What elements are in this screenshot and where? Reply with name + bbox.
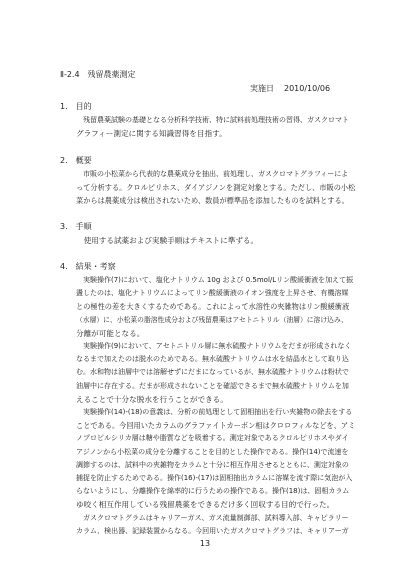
text-line: 菜からは農薬成分は検出されないため、数員が標準品を添加したものを試料とする。: [76, 196, 349, 206]
section-title: Ⅱ-2.4 残留農薬測定: [60, 70, 136, 79]
text-line: えることで十分な脱水を行うことができる。: [76, 394, 228, 404]
text-line: 使用する試薬および実験手順はテキストに準ずる。: [76, 236, 259, 245]
paragraph-procedure: [60, 234, 355, 247]
text-line: カラム、検出器、記録装置からなる。今回用いたガスクロマトグラフは、キャリアーガ: [76, 526, 349, 535]
text-line: 分離が可能となる。: [76, 328, 145, 338]
heading-results: 4. 結果・考察: [60, 262, 116, 271]
text-line: なるまで加えたのは脱水のためである。無水硫酸ナトリウムは水を結晶水として取り込: [76, 355, 349, 364]
text-line: らないようにし、分離操作を綿率的に行うための操作である。操作(18)は、固相カラム: [76, 487, 350, 496]
text-line: （水層）に、小松菜の脂溶性成分および残留農薬はアセトニトリル（油層）に溶け込み、: [76, 315, 348, 324]
text-line: グラフィー測定に関する知識習得を目指す。: [76, 129, 227, 139]
text-line: 残留農薬試験の基礎となる分析科学技術、特に試料前処理技術の習得、ガスクロマト: [76, 116, 349, 124]
text-line: との極性の差を大きくするためである。これによって水溶性の夾雑物はリン酸緩衝液: [76, 302, 350, 312]
text-line: 市販の小松菜から代表的な農薬成分を抽出、前処理し、ガスクロマトグラフィーによ: [76, 170, 349, 178]
date-label: 実施日: [250, 84, 274, 93]
text-line: ガスクロマトグラムはキャリアーガス、ガス流量制御部、試料導入部、キャピラリー: [76, 513, 349, 522]
text-line: 実験操作(9)において、アセトニトリル層に無水硫酸ナトリウムをだまが形成されなく: [76, 342, 352, 351]
heading-purpose: 1. 目的: [60, 102, 92, 111]
heading-procedure: 3. 手順: [60, 222, 92, 231]
text-line: 実験操作(7)において、塩化ナトリウム 10g および 0.5mol/Lリン酸緩衝液を加えて振: [76, 276, 354, 284]
paragraph-purpose: [60, 114, 355, 140]
text-line: って分析する。クロルピリホス、ダイアジノンを測定対象とする。ただし、市販の小松: [76, 183, 356, 193]
text-line: 捕捉を防止するためである。操作(16)-(17)は固相抽出カラムに溶媒を流す際に気泡が入: [76, 474, 353, 483]
text-line: 盪したのは、塩化ナトリウムによってリン酸緩衝液のイオン強度を上昇させ、有機溶媒: [76, 289, 349, 298]
paragraph-results: [60, 274, 355, 538]
paragraph-overview: [60, 168, 355, 208]
text-line: む。水和物は油層中では溶解せずにだまになっているが、無水硫酸ナトリウムは粉状で: [76, 368, 349, 377]
date-value: 2010/10/06: [284, 84, 331, 93]
text-line: ゆ咬く相互作用している残留農薬をできるだけ多く回収する目的で行った。: [76, 500, 335, 510]
text-line: 調節するのは、試料中の夾雑物をカラムと十分に相互作用させるとともに、測定対象の: [76, 460, 349, 469]
text-line: 油層中に存在する。だまが形成されないことを確認できるまで無水硫酸ナトリウムを加: [76, 381, 349, 390]
heading-overview: 2. 概要: [60, 156, 92, 165]
text-line: ことである。今回用いたカラムのグラファイトカーボン相はクロロフィルなどを、アミ: [76, 421, 356, 431]
text-line: ノプロピルシリカ層は糖や脂質などを吸着する。測定対象であるクロルピリホスやダイ: [76, 434, 349, 443]
text-line: 実験操作(14)-(18)の意義は、分析の前処理として固相抽出を行い夾雑物の除去をする: [76, 408, 353, 417]
date-line: [250, 82, 340, 95]
text-line: アジノンから小松菜の成分を分離することを目的とした操作である。操作(14)で流速を: [76, 447, 349, 456]
page-number: 13: [199, 539, 211, 548]
